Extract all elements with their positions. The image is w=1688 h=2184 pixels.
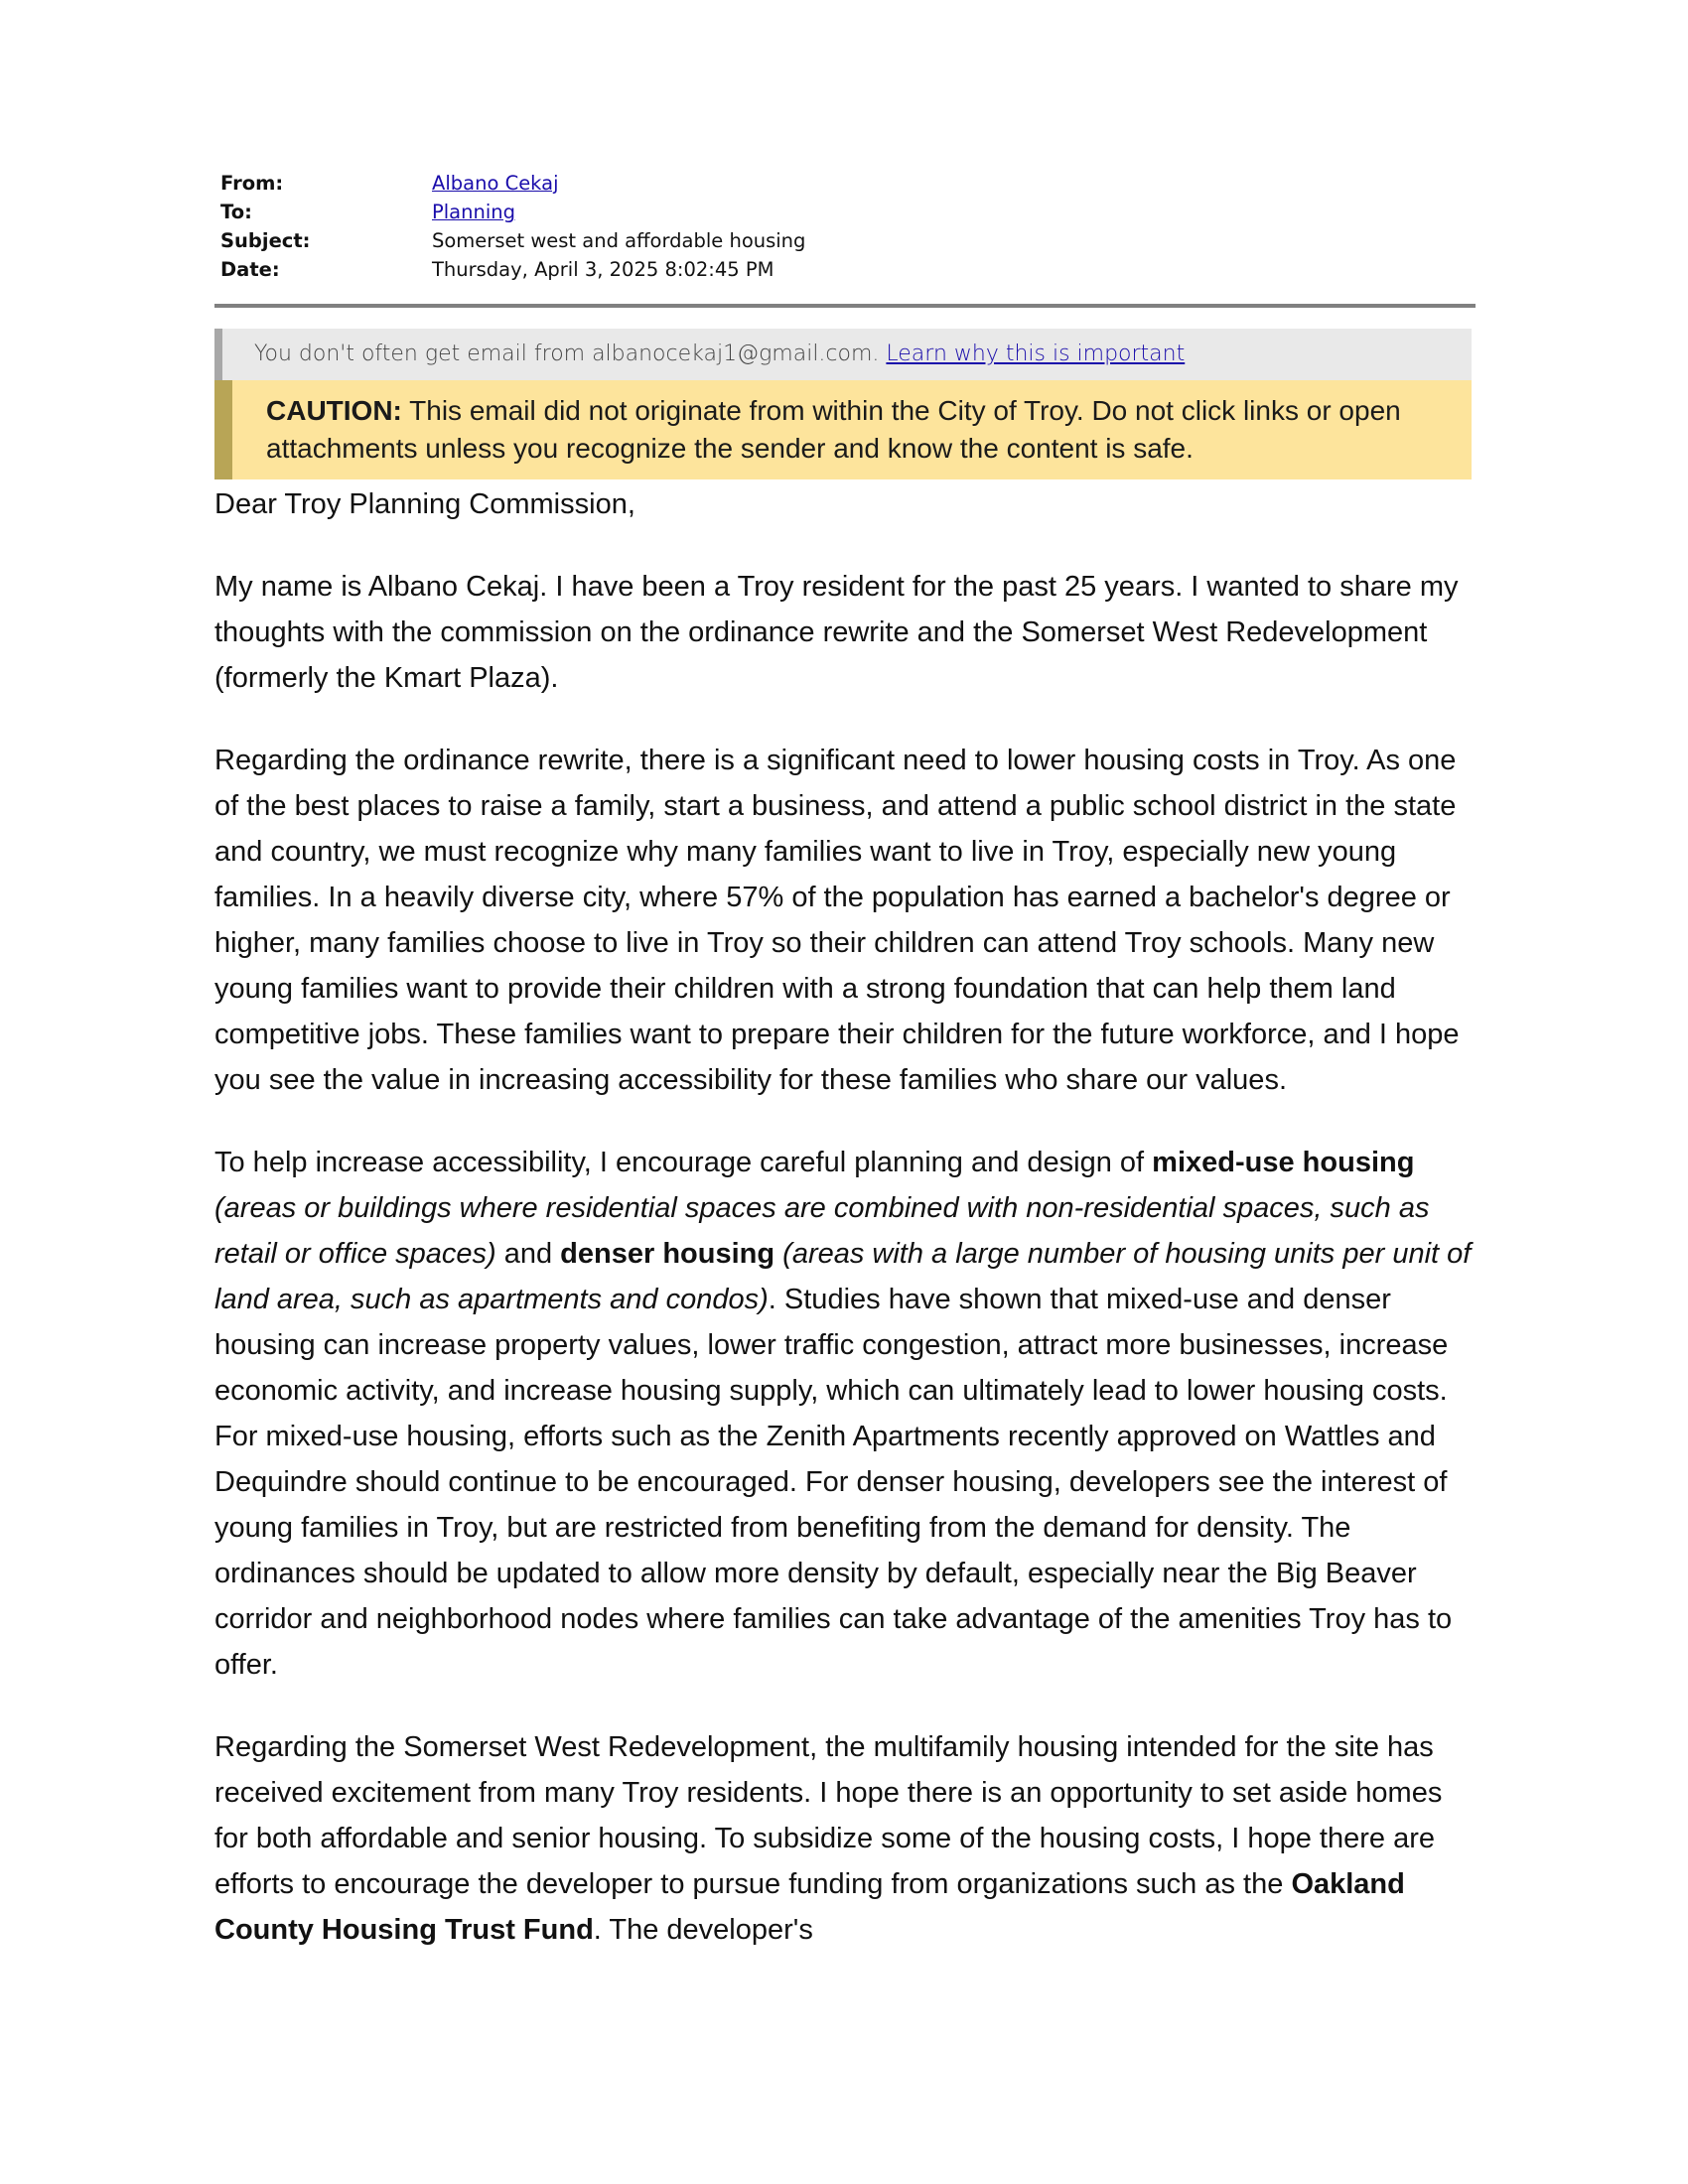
- to-link[interactable]: Planning: [432, 201, 515, 223]
- body-paragraph: [214, 738, 1476, 1103]
- from-link[interactable]: Albano Cekaj: [432, 172, 559, 195]
- subject-label: Subject:: [220, 229, 311, 252]
- body-paragraph: [214, 1140, 1476, 1688]
- header-date-row: [220, 255, 1476, 284]
- caution-notice: [214, 380, 1472, 479]
- caution-label: CAUTION:: [266, 395, 402, 426]
- email-body: [214, 481, 1476, 1953]
- caution-text: This email did not originate from within the City of Troy. Do not click links or open attachments unless you recognize the sender and know the content is safe.: [266, 395, 1401, 464]
- paragraph-text: Regarding the Somerset West Redevelopment, the multifamily housing intended for the site has received excitement from many Troy residents. I hope there is an opportunity to set aside homes for both affordable and senior housing. To subsidize some of the housing costs, I hope there are efforts to encourage the developer to pursue funding from organizations such as the: [214, 1731, 1443, 1900]
- subject-value: Somerset west and affordable housing: [432, 229, 806, 252]
- security-banner: [214, 329, 1472, 479]
- paragraph-text: and: [495, 1238, 561, 1270]
- greeting: Dear Troy Planning Commission,: [214, 488, 635, 520]
- date-label: Date:: [220, 258, 280, 281]
- paragraph-text: . The developer's: [593, 1914, 813, 1946]
- body-paragraphs: [214, 564, 1476, 1953]
- bold-text: mixed-use housing: [1152, 1147, 1415, 1178]
- body-paragraph: [214, 1724, 1476, 1953]
- header-divider: [214, 304, 1476, 308]
- email-page: [214, 169, 1476, 1953]
- to-label: To:: [220, 201, 252, 223]
- from-label: From:: [220, 172, 284, 195]
- bold-text: Oakland County Housing Trust Fund: [214, 1868, 1405, 1946]
- sender-notice-text: You don't often get email from albanocekaj1@gmail.com.: [254, 341, 887, 366]
- paragraph-text: To help increase accessibility, I encourage careful planning and design of: [214, 1147, 1153, 1178]
- paragraph-text: Regarding the ordinance rewrite, there is a significant need to lower housing costs in Troy. As one of the best places to raise a family, start a business, and attend a public school district in the state and country, we must recognize why many families want to live in Troy, especially new young families. In a heavily diverse city, where 57% of the population has earned a bachelor's degree or higher, many families choose to live in Troy so their children can attend Troy schools. Many new young families want to provide their children with a strong foundation that can help them land competitive jobs. These families want to prepare their children for the future workforce, and I hope you see the value in increasing accessibility for these families who share our values.: [214, 745, 1460, 1096]
- header-subject-row: [220, 226, 1476, 255]
- paragraph-text: . Studies have shown that mixed-use and denser housing can increase property values, lower traffic congestion, attract more businesses, increase economic activity, and increase housing supply, which can ultimately lead to lower housing costs. For mixed-use housing, efforts such as the Zenith Apartments recently approved on Wattles and Dequindre should continue to be encouraged. For denser housing, developers see the interest of young families in Troy, but are restricted from benefiting from the demand for density. The ordinances should be updated to allow more density by default, especially near the Big Beaver corridor and neighborhood nodes where families can take advantage of the amenities Troy has to offer.: [214, 1284, 1453, 1681]
- sender-notice: [214, 329, 1472, 380]
- header-to-row: [220, 198, 1476, 226]
- email-header: [220, 169, 1476, 284]
- header-from-row: [220, 169, 1476, 198]
- bold-text: denser housing: [560, 1238, 775, 1270]
- paragraph-text: [774, 1238, 782, 1270]
- date-value: Thursday, April 3, 2025 8:02:45 PM: [432, 258, 774, 281]
- italic-text: (areas or buildings where residential spaces are combined with non-residential spaces, such as retail or office spaces): [214, 1192, 1430, 1270]
- body-paragraph: [214, 564, 1476, 701]
- paragraph-text: My name is Albano Cekaj. I have been a Troy resident for the past 25 years. I wanted to share my thoughts with the commission on the ordinance rewrite and the Somerset West Redevelopment (formerly the Kmart Plaza).: [214, 571, 1459, 694]
- learn-why-link[interactable]: Learn why this is important: [886, 341, 1186, 366]
- italic-text: (areas with a large number of housing units per unit of land area, such as apartments and condos): [214, 1238, 1472, 1315]
